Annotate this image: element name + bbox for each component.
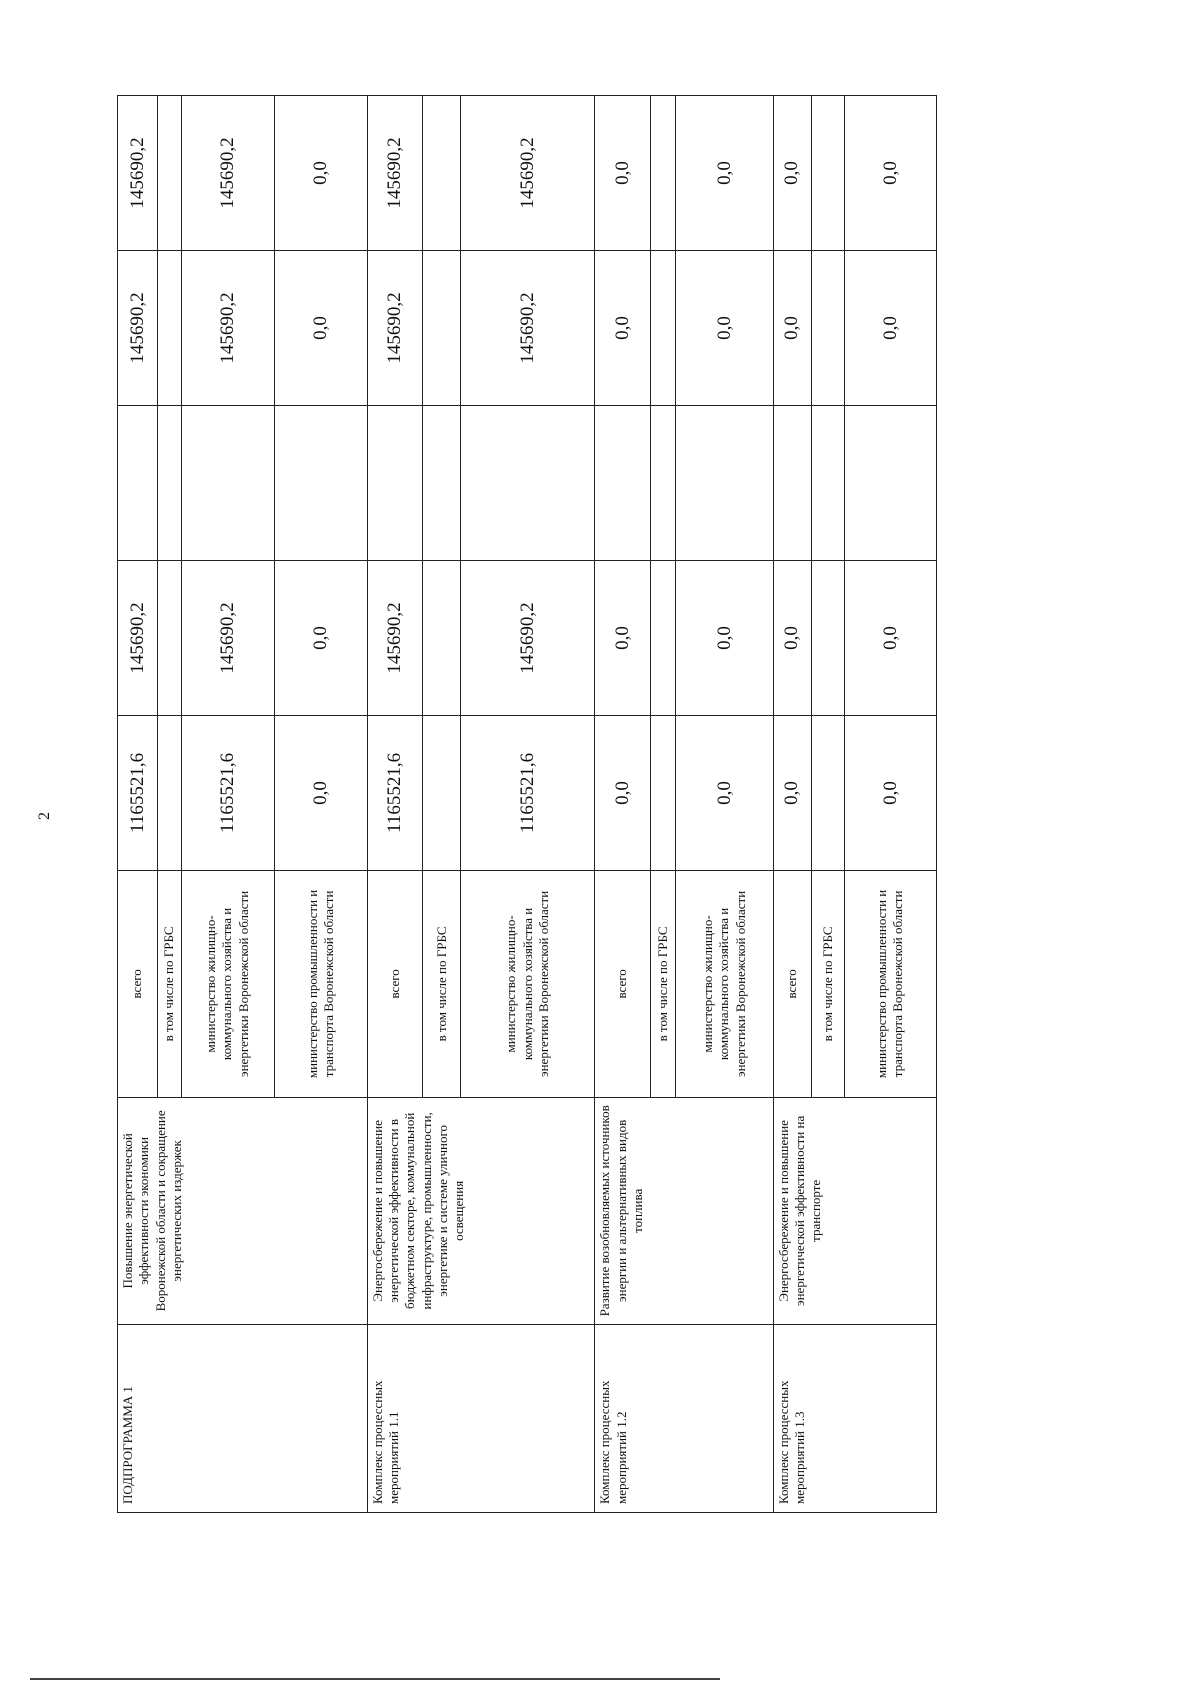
value-cell-col-1: 1165521,6 bbox=[367, 715, 422, 870]
page-number: 2 bbox=[36, 812, 53, 820]
value-cell-col-2 bbox=[157, 560, 181, 715]
value-cell-col-2: 0,0 bbox=[844, 560, 936, 715]
value-cell-col-2: 0,0 bbox=[274, 560, 367, 715]
value-cell-col-3 bbox=[423, 405, 461, 560]
value-cell-col-4: 145690,2 bbox=[118, 251, 158, 406]
funding-source-label: в том числе по ГРБС bbox=[157, 870, 181, 1097]
value-cell-col-1 bbox=[650, 715, 676, 870]
value-cell-col-5: 0,0 bbox=[773, 96, 811, 251]
document-frame bbox=[117, 95, 937, 1513]
value-cell-col-1: 1165521,6 bbox=[181, 715, 274, 870]
value-cell-col-2 bbox=[650, 560, 676, 715]
table-row bbox=[773, 96, 811, 1513]
value-cell-col-4: 145690,2 bbox=[461, 251, 595, 406]
table-row bbox=[118, 96, 158, 1513]
funding-source-label: министерство жилищно-коммунального хозяйства и энергетики Воронежской области bbox=[461, 870, 595, 1097]
value-cell-col-3 bbox=[844, 405, 936, 560]
value-cell-col-3 bbox=[274, 405, 367, 560]
funding-source-label: министерство промышленности и транспорта Воронежской области bbox=[274, 870, 367, 1097]
value-cell-col-4: 145690,2 bbox=[181, 251, 274, 406]
value-cell-col-4 bbox=[650, 251, 676, 406]
value-cell-col-1 bbox=[157, 715, 181, 870]
value-cell-col-2: 0,0 bbox=[595, 560, 650, 715]
value-cell-col-5: 0,0 bbox=[844, 96, 936, 251]
funding-source-label: в том числе по ГРБС bbox=[811, 870, 844, 1097]
section-name: Комплекс процессных мероприятий 1.2 bbox=[595, 1324, 774, 1512]
section-description: Энергосбережение и повышение энергетической эффективности на транспорте bbox=[773, 1097, 936, 1324]
funding-source-label: всего bbox=[595, 870, 650, 1097]
funding-source-label: в том числе по ГРБС bbox=[423, 870, 461, 1097]
value-cell-col-5: 145690,2 bbox=[367, 96, 422, 251]
value-cell-col-1: 0,0 bbox=[844, 715, 936, 870]
funding-source-label: министерство жилищно-коммунального хозяйства и энергетики Воронежской области bbox=[181, 870, 274, 1097]
value-cell-col-5: 145690,2 bbox=[461, 96, 595, 251]
value-cell-col-3 bbox=[595, 405, 650, 560]
value-cell-col-2 bbox=[811, 560, 844, 715]
value-cell-col-4: 0,0 bbox=[595, 251, 650, 406]
value-cell-col-4 bbox=[423, 251, 461, 406]
value-cell-col-3 bbox=[461, 405, 595, 560]
value-cell-col-4 bbox=[811, 251, 844, 406]
value-cell-col-2 bbox=[423, 560, 461, 715]
section-description: Энергосбережение и повышение энергетической эффективности в бюджетном секторе, коммунальной инфраструктуре, промышленности, энергетике и системе уличного освещения bbox=[367, 1097, 594, 1324]
section-description: Повышение энергетической эффективности экономики Воронежской области и сокращение энергетических издержек bbox=[118, 1097, 368, 1324]
value-cell-col-2: 0,0 bbox=[773, 560, 811, 715]
value-cell-col-1: 0,0 bbox=[676, 715, 774, 870]
value-cell-col-5 bbox=[423, 96, 461, 251]
bottom-rule bbox=[30, 1678, 720, 1680]
value-cell-col-5 bbox=[650, 96, 676, 251]
value-cell-col-5 bbox=[811, 96, 844, 251]
value-cell-col-3 bbox=[181, 405, 274, 560]
value-cell-col-5 bbox=[157, 96, 181, 251]
value-cell-col-3 bbox=[367, 405, 422, 560]
value-cell-col-4: 0,0 bbox=[844, 251, 936, 406]
value-cell-col-2: 145690,2 bbox=[461, 560, 595, 715]
table-row bbox=[595, 96, 650, 1513]
rotated-table-wrapper bbox=[117, 95, 937, 1513]
value-cell-col-3 bbox=[157, 405, 181, 560]
value-cell-col-3 bbox=[811, 405, 844, 560]
funding-source-label: министерство промышленности и транспорта Воронежской области bbox=[844, 870, 936, 1097]
value-cell-col-2: 145690,2 bbox=[367, 560, 422, 715]
value-cell-col-1: 0,0 bbox=[773, 715, 811, 870]
section-name: Комплекс процессных мероприятий 1.1 bbox=[367, 1324, 594, 1512]
value-cell-col-5: 0,0 bbox=[595, 96, 650, 251]
value-cell-col-5: 145690,2 bbox=[118, 96, 158, 251]
funding-table bbox=[117, 95, 937, 1513]
value-cell-col-3 bbox=[773, 405, 811, 560]
funding-source-label: министерство жилищно-коммунального хозяйства и энергетики Воронежской области bbox=[676, 870, 774, 1097]
value-cell-col-1: 1165521,6 bbox=[118, 715, 158, 870]
value-cell-col-1 bbox=[423, 715, 461, 870]
value-cell-col-1: 0,0 bbox=[595, 715, 650, 870]
value-cell-col-1: 1165521,6 bbox=[461, 715, 595, 870]
value-cell-col-4: 0,0 bbox=[773, 251, 811, 406]
value-cell-col-1 bbox=[811, 715, 844, 870]
table-row bbox=[367, 96, 422, 1513]
value-cell-col-5: 145690,2 bbox=[181, 96, 274, 251]
funding-source-label: всего bbox=[367, 870, 422, 1097]
value-cell-col-5: 0,0 bbox=[676, 96, 774, 251]
section-description: Развитие возобновляемых источников энергии и альтернативных видов топлива bbox=[595, 1097, 774, 1324]
section-name: Комплекс процессных мероприятий 1.3 bbox=[773, 1324, 936, 1512]
funding-source-label: всего bbox=[118, 870, 158, 1097]
value-cell-col-3 bbox=[118, 405, 158, 560]
value-cell-col-1: 0,0 bbox=[274, 715, 367, 870]
value-cell-col-2: 145690,2 bbox=[118, 560, 158, 715]
value-cell-col-4: 0,0 bbox=[676, 251, 774, 406]
section-name: ПОДПРОГРАММА 1 bbox=[118, 1324, 368, 1512]
value-cell-col-4: 145690,2 bbox=[367, 251, 422, 406]
funding-source-label: всего bbox=[773, 870, 811, 1097]
value-cell-col-4 bbox=[157, 251, 181, 406]
value-cell-col-2: 0,0 bbox=[676, 560, 774, 715]
value-cell-col-2: 145690,2 bbox=[181, 560, 274, 715]
value-cell-col-5: 0,0 bbox=[274, 96, 367, 251]
value-cell-col-4: 0,0 bbox=[274, 251, 367, 406]
value-cell-col-3 bbox=[676, 405, 774, 560]
funding-source-label: в том числе по ГРБС bbox=[650, 870, 676, 1097]
value-cell-col-3 bbox=[650, 405, 676, 560]
